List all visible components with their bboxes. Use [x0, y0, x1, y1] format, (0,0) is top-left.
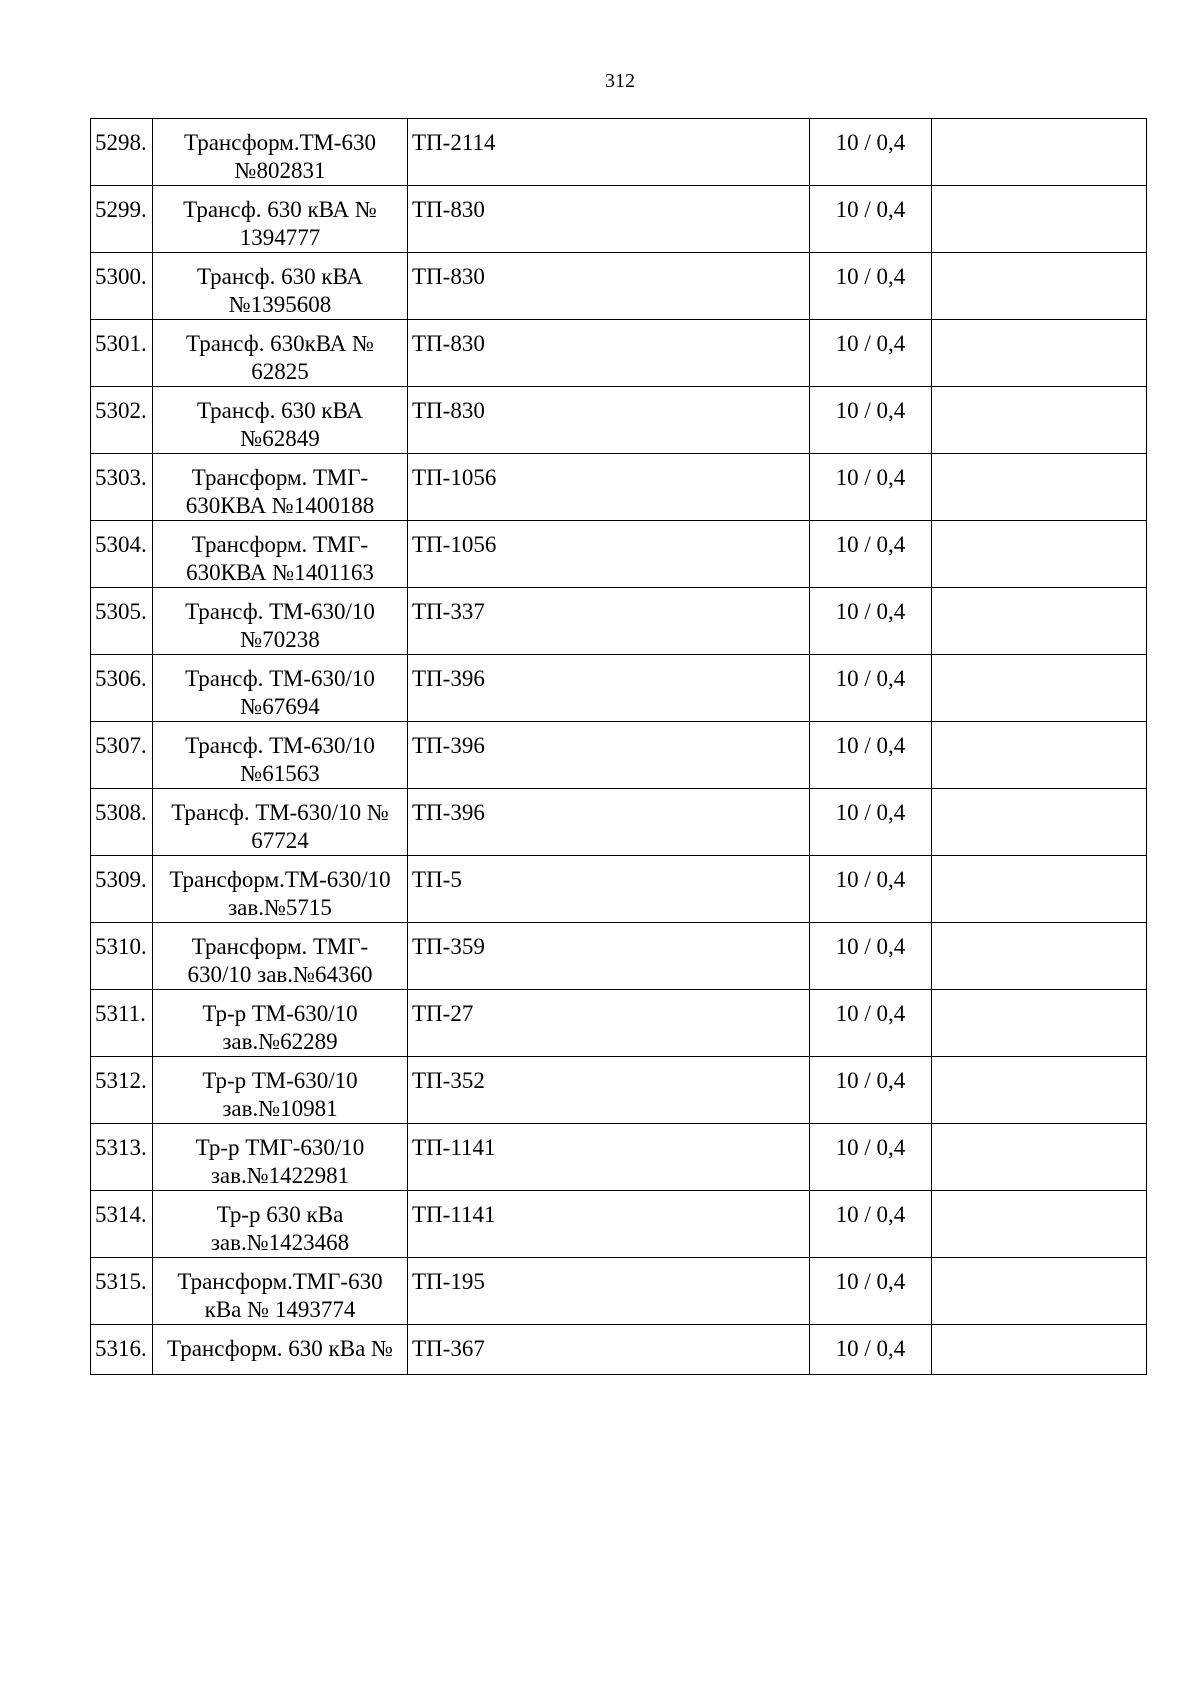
equipment-name: [153, 320, 408, 387]
equipment-name-line1: Трансформ.ТМ-630/10: [169, 867, 391, 892]
equipment-name-line1: Тр-р 630 кВа: [216, 1202, 344, 1227]
equipment-name: [153, 186, 408, 253]
equipment-name-line2: 62825: [251, 359, 309, 384]
row-number: 5309.: [91, 856, 153, 923]
equipment-name-line2: зав.№5715: [228, 895, 332, 920]
table-row: [91, 186, 1147, 253]
equipment-name-line1: Трансф. ТМ-630/10: [185, 666, 375, 691]
voltage: 10 / 0,4: [810, 655, 932, 722]
table-row: [91, 722, 1147, 789]
table-row: [91, 588, 1147, 655]
equipment-name: [153, 1191, 408, 1258]
row-number: 5305.: [91, 588, 153, 655]
row-number: 5307.: [91, 722, 153, 789]
equipment-name-line2: №70238: [240, 627, 320, 652]
substation: ТП-359: [408, 923, 810, 990]
empty-cell: [932, 186, 1147, 253]
substation: ТП-396: [408, 789, 810, 856]
equipment-name-line1: Трансформ. ТМГ-: [191, 465, 369, 490]
row-number: 5306.: [91, 655, 153, 722]
equipment-name-line1: Трансформ. 630 кВа №: [167, 1336, 393, 1361]
table-row: [91, 1258, 1147, 1325]
equipment-name-line2: 630КВА №1401163: [186, 560, 374, 585]
equipment-name-line1: Трансформ.ТМГ-630: [177, 1269, 383, 1294]
equipment-name: [153, 119, 408, 186]
equipment-name-line1: Трансф. ТМ-630/10: [185, 599, 375, 624]
table-row: [91, 1057, 1147, 1124]
empty-cell: [932, 387, 1147, 454]
empty-cell: [932, 1057, 1147, 1124]
equipment-name-line1: Трансф. 630кВА №: [186, 331, 374, 356]
voltage: 10 / 0,4: [810, 186, 932, 253]
voltage: 10 / 0,4: [810, 1191, 932, 1258]
substation: ТП-830: [408, 253, 810, 320]
substation: ТП-830: [408, 320, 810, 387]
equipment-name: [153, 1258, 408, 1325]
equipment-name-line2: 1394777: [239, 225, 321, 250]
equipment-name-line1: Трансф. ТМ-630/10: [185, 733, 375, 758]
substation: ТП-1141: [408, 1124, 810, 1191]
empty-cell: [932, 588, 1147, 655]
equipment-name-line2: 67724: [251, 828, 309, 853]
substation: ТП-352: [408, 1057, 810, 1124]
empty-cell: [932, 1124, 1147, 1191]
page-number: 312: [605, 70, 635, 92]
empty-cell: [932, 1325, 1147, 1375]
voltage: 10 / 0,4: [810, 722, 932, 789]
substation: ТП-195: [408, 1258, 810, 1325]
equipment-name-line1: Тр-р ТМ-630/10: [202, 1001, 358, 1026]
substation: ТП-1056: [408, 454, 810, 521]
equipment-name: [153, 588, 408, 655]
empty-cell: [932, 1191, 1147, 1258]
voltage: 10 / 0,4: [810, 1258, 932, 1325]
row-number: 5301.: [91, 320, 153, 387]
voltage: 10 / 0,4: [810, 856, 932, 923]
table-row: [91, 521, 1147, 588]
substation: ТП-830: [408, 387, 810, 454]
equipment-name-line2: №802831: [234, 158, 326, 183]
empty-cell: [932, 655, 1147, 722]
table-row: [91, 856, 1147, 923]
voltage: 10 / 0,4: [810, 1124, 932, 1191]
table-row: [91, 1124, 1147, 1191]
table-row: [91, 1191, 1147, 1258]
equipment-name-line1: Трансформ.ТМ-630: [184, 130, 376, 155]
empty-cell: [932, 722, 1147, 789]
substation: ТП-27: [408, 990, 810, 1057]
table-row: [91, 655, 1147, 722]
row-number: 5300.: [91, 253, 153, 320]
voltage: 10 / 0,4: [810, 923, 932, 990]
equipment-name-line2: №62849: [240, 426, 320, 451]
equipment-name: [153, 521, 408, 588]
substation: ТП-1141: [408, 1191, 810, 1258]
row-number: 5304.: [91, 521, 153, 588]
empty-cell: [932, 320, 1147, 387]
equipment-name: [153, 789, 408, 856]
empty-cell: [932, 789, 1147, 856]
equipment-name-line2: 630КВА №1400188: [185, 493, 375, 518]
voltage: 10 / 0,4: [810, 119, 932, 186]
equipment-name-line1: Тр-р ТМ-630/10: [202, 1068, 358, 1093]
equipment-name: [153, 990, 408, 1057]
empty-cell: [932, 253, 1147, 320]
voltage: 10 / 0,4: [810, 387, 932, 454]
empty-cell: [932, 454, 1147, 521]
equipment-name-line2: 630/10 зав.№64360: [187, 962, 373, 987]
substation: ТП-830: [408, 186, 810, 253]
row-number: 5314.: [91, 1191, 153, 1258]
equipment-name-line2: зав.№62289: [222, 1029, 338, 1054]
row-number: 5303.: [91, 454, 153, 521]
empty-cell: [932, 521, 1147, 588]
voltage: 10 / 0,4: [810, 253, 932, 320]
empty-cell: [932, 923, 1147, 990]
equipment-name: [153, 655, 408, 722]
row-number: 5312.: [91, 1057, 153, 1124]
voltage: 10 / 0,4: [810, 990, 932, 1057]
voltage: 10 / 0,4: [810, 789, 932, 856]
row-number: 5313.: [91, 1124, 153, 1191]
empty-cell: [932, 119, 1147, 186]
substation: ТП-367: [408, 1325, 810, 1375]
substation: ТП-396: [408, 722, 810, 789]
voltage: 10 / 0,4: [810, 1325, 932, 1375]
equipment-name-line1: Трансформ. ТМГ-: [191, 532, 369, 557]
table-row: [91, 320, 1147, 387]
row-number: 5316.: [91, 1325, 153, 1375]
equipment-name: [153, 253, 408, 320]
voltage: 10 / 0,4: [810, 521, 932, 588]
table-row: [91, 253, 1147, 320]
substation: ТП-396: [408, 655, 810, 722]
equipment-name-line2: зав.№10981: [222, 1096, 338, 1121]
substation: ТП-337: [408, 588, 810, 655]
empty-cell: [932, 990, 1147, 1057]
equipment-name-line2: зав.№1423468: [210, 1230, 350, 1255]
row-number: 5315.: [91, 1258, 153, 1325]
table-row: [91, 1325, 1147, 1375]
substation: ТП-1056: [408, 521, 810, 588]
voltage: 10 / 0,4: [810, 1057, 932, 1124]
row-number: 5302.: [91, 387, 153, 454]
equipment-name-line2: №61563: [240, 761, 320, 786]
equipment-name: [153, 454, 408, 521]
substation: ТП-5: [408, 856, 810, 923]
row-number: 5310.: [91, 923, 153, 990]
table-row: [91, 119, 1147, 186]
equipment-name: [153, 1057, 408, 1124]
empty-cell: [932, 856, 1147, 923]
voltage: 10 / 0,4: [810, 588, 932, 655]
table-row: [91, 454, 1147, 521]
row-number: 5308.: [91, 789, 153, 856]
equipment-name-line2: зав.№1422981: [210, 1163, 350, 1188]
table-row: [91, 387, 1147, 454]
table-row: [91, 789, 1147, 856]
voltage: 10 / 0,4: [810, 320, 932, 387]
table-row: [91, 923, 1147, 990]
equipment-name-line1: Трансф. 630 кВА: [196, 398, 363, 423]
equipment-name-line1: Трансф. 630 кВА №: [183, 197, 377, 222]
row-number: 5311.: [91, 990, 153, 1057]
row-number: 5298.: [91, 119, 153, 186]
row-number: 5299.: [91, 186, 153, 253]
equipment-name-line1: Трансформ. ТМГ-: [191, 934, 369, 959]
equipment-name: [153, 923, 408, 990]
equipment-name-line1: Трансф. ТМ-630/10 №: [171, 800, 389, 825]
transformer-registry-table: [90, 118, 1147, 1375]
equipment-name: [153, 856, 408, 923]
table-row: [91, 990, 1147, 1057]
equipment-name-line2: №1395608: [228, 292, 332, 317]
equipment-name-line2: №67694: [240, 694, 320, 719]
equipment-name: [153, 387, 408, 454]
equipment-name-line1: Тр-р ТМГ-630/10: [195, 1135, 365, 1160]
empty-cell: [932, 1258, 1147, 1325]
voltage: 10 / 0,4: [810, 454, 932, 521]
substation: ТП-2114: [408, 119, 810, 186]
equipment-name-line2: кВа № 1493774: [204, 1297, 356, 1322]
equipment-name-line1: Трансф. 630 кВА: [196, 264, 363, 289]
equipment-name: [153, 1124, 408, 1191]
equipment-name: [153, 1325, 408, 1375]
equipment-name: [153, 722, 408, 789]
